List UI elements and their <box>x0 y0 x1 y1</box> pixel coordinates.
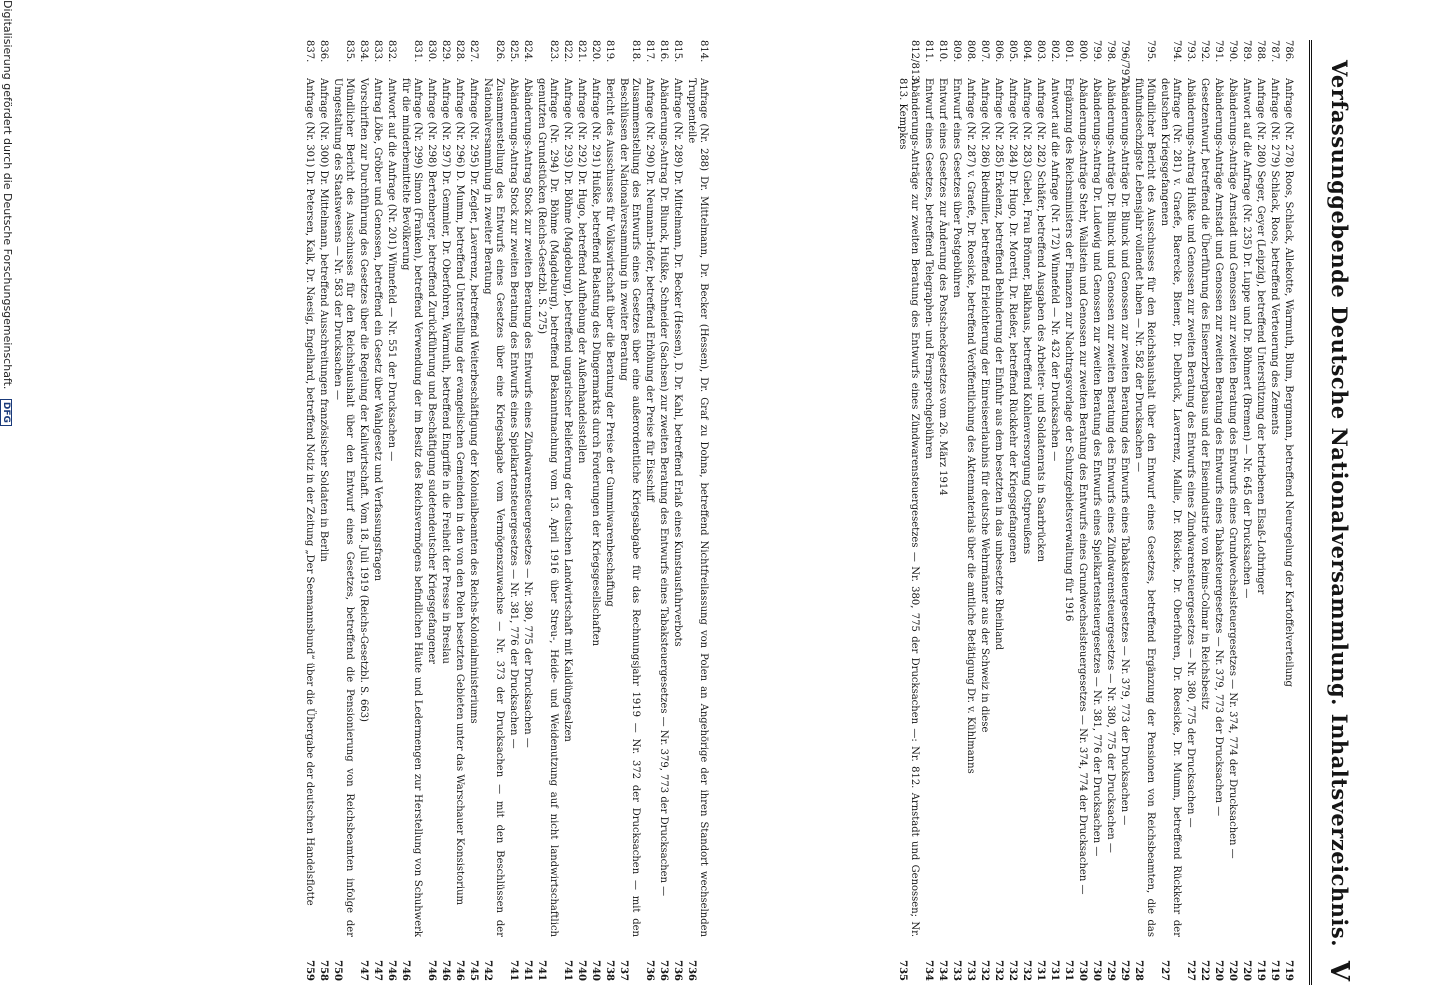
page-number: V <box>1324 960 1354 981</box>
toc-entry <box>1198 40 1210 985</box>
toc-entry <box>950 40 962 985</box>
toc-entry <box>922 40 934 985</box>
toc-entry <box>1254 40 1266 985</box>
entry-page-number: 734 <box>937 960 948 981</box>
entry-number: 825. <box>508 40 519 63</box>
entry-page-number: 742 <box>482 960 493 981</box>
toc-entry <box>303 40 315 985</box>
entry-text: Entwurf eines Gesetzes über Postgebühren <box>951 78 962 298</box>
entry-number: 812/813. <box>909 40 920 85</box>
entry-text: Anfrage (Nr. 283) Giebel, Frau Brönner, Balkhaus, betreffend Kohlenversorgung Ostpreußens <box>1021 78 1032 555</box>
entry-number: 830. <box>426 40 437 63</box>
entry-text: Anfrage (Nr. 296) D. Mumm, betreffend Unterstellung der evangelischen Gemeinden in den von den Polen besetzten Gebieten unter das Warschauer Konsistorium <box>454 78 465 906</box>
entry-text: Mündlicher Bericht des Ausschusses für den Reichshaushalt über den Entwurf eines Gesetzes, betreffend Ergänzung der Pensionen von Reichsbeamten, die das fünfundsechzigste Lebensjahr vollendet haben — Nr. 582 der Drucksachen — <box>1133 78 1156 937</box>
toc-entry <box>439 40 451 985</box>
toc-entry <box>467 40 479 985</box>
entry-page-number: 732 <box>993 960 1004 981</box>
entry-text: Abänderungs-Anträge Dr. Blunck und Genossen zur zweiten Beratung des Entwurfs eines Zündwarensteuergesetzes — Nr. 380, 775 der Drucksachen — <box>1105 78 1116 853</box>
entry-page-number: 720 <box>1213 960 1224 981</box>
toc-entry <box>643 40 655 985</box>
entry-number: 836. <box>318 40 329 63</box>
toc-entry <box>671 40 683 985</box>
toc-entry <box>1062 40 1074 985</box>
entry-number: 829. <box>440 40 451 63</box>
toc-entry <box>589 40 601 985</box>
toc-entry <box>992 40 1004 985</box>
entry-text: Anfrage (Nr. 300) Dr. Mittelmann, betreffend Ausschreitungen französischer Soldaten in Berlin <box>318 78 329 562</box>
entry-number: 817. <box>644 40 655 63</box>
entry-page-number: 728 <box>1133 960 1144 981</box>
entry-text: Anfrage (Nr. 288) Dr. Mittelmann, Dr. Becker (Hessen), Dr. Graf zu Dohna, betreffend Nichtfreilassung von Polen an Angehörige der ihren Standort wechselnden Truppenteile <box>686 78 709 937</box>
toc-entry <box>1226 40 1238 985</box>
entry-page-number: 733 <box>951 960 962 981</box>
entry-number: 831. <box>412 40 423 63</box>
entry-page-number: 735 <box>897 960 908 981</box>
entry-page-number: 731 <box>1049 960 1060 981</box>
toc-entry <box>603 40 615 985</box>
entry-text: Ergänzung des Reichsministers der Finanzen zur Nachtragsvorlage der Schutzgebietsverwaltung für 1916 <box>1063 78 1074 622</box>
entry-page-number: 731 <box>1063 960 1074 981</box>
toc-entry <box>1132 40 1156 985</box>
entry-page-number: 730 <box>1077 960 1088 981</box>
toc-entry <box>1240 40 1252 985</box>
entry-text: Anfrage (Nr. 295) Dr. Zegler, Laverrenz, betreffend Weiterbeschäftigung der Kolonialbeamten des Reichs-Kolonialministeriums <box>468 78 479 724</box>
entry-text: Zusammenstellung des Entwurfs eines Gesetzes über eine außerordentliche Kriegsabgabe für das Rechnungsjahr 1919 — Nr. 372 der Drucksachen — mit den Beschlüssen der Nationalversammlung in zweiter Beratung <box>618 78 641 937</box>
entry-number: 803. <box>1035 40 1046 63</box>
toc-entry <box>1034 40 1046 985</box>
entry-number: 814. <box>698 40 709 63</box>
entry-number: 820. <box>590 40 601 63</box>
entry-number: 805. <box>1007 40 1018 63</box>
entry-text: Abänderungs-Antrag Stock zur zweiten Beratung des Entwurfs eines Spielkartensteuergesetzes — Nr. 381, 776 der Drucksachen — <box>508 78 519 749</box>
entry-page-number: 747 <box>358 960 369 981</box>
entry-page-number: 740 <box>576 960 587 981</box>
entry-page-number: 731 <box>1035 960 1046 981</box>
entry-text: Anfrage (Nr. 293) Dr. Böhme (Magdeburg), betreffend ungarischer Belieferung der deutschen Landwirtschaft mit Kalidüngesalzen <box>562 78 573 742</box>
entry-page-number: 736 <box>686 960 697 981</box>
entry-page-number: 734 <box>923 960 934 981</box>
toc-entry <box>964 40 976 985</box>
entry-page-number: 746 <box>440 960 451 981</box>
toc-entry <box>1020 40 1032 985</box>
entry-text: Abänderungs-Antrag Stock zur zweiten Beratung des Entwurfs eines Zündwarensteuergesetzes — Nr. 380, 775 der Drucksachen — <box>522 78 533 748</box>
entry-text: Anfrage (Nr. 297) Dr. Gemmler, Dr. Oberfohren, Warmuth, betreffend Eingriffe in die Freiheit der Presse in Breslau <box>440 78 451 664</box>
toc-entry <box>978 40 990 985</box>
entry-page-number: 750 <box>332 960 343 981</box>
toc-entry <box>357 40 369 985</box>
entry-page-number: 729 <box>1119 960 1130 981</box>
entry-text: Abänderungs-Antrag Dr. Ludewig und Genossen zur zweiten Beratung des Entwurfs eines Spielkartensteuergesetzes — Nr. 381, 776 der Drucksachen — <box>1091 78 1102 857</box>
entry-text: Abänderungs-Antrag Hußke und Genossen zur zweiten Beratung des Entwurfs eines Zündwarensteuergesetzes — Nr. 380, 775 der Drucksachen — <box>1185 78 1196 828</box>
entry-number: 835. <box>344 40 355 63</box>
entry-page-number: 719 <box>1269 960 1280 981</box>
entry-text: Antrag Löbe, Gröber und Genossen, betreffend ein Gesetz über Wahlgesetz und Verfassungsfragen <box>372 78 383 582</box>
entry-page-number: 740 <box>590 960 601 981</box>
entry-page-number: 747 <box>372 960 383 981</box>
entry-text: Entwurf eines Gesetzes zur Änderung des Postscheckgesetzes vom 26. März 1914 <box>937 78 948 496</box>
page-header <box>1309 40 1352 985</box>
entry-number: 798. <box>1105 40 1116 63</box>
entry-page-number: 738 <box>604 960 615 981</box>
entry-number: 823. <box>548 40 559 63</box>
entry-number: 833. <box>372 40 383 63</box>
footer-text: Digitalisierung gefördert durch die Deutsche Forschungsgemeinschaft. <box>1 0 14 390</box>
entry-number: 828. <box>454 40 465 63</box>
entry-number: 815. <box>672 40 683 63</box>
entry-text: Anfrage (Nr. 294) Dr. Böhme (Magdeburg), betreffend Bekanntmachung vom 13. April 1916 über Streu-, Heide- und Weidenutzung auf nicht landwirtschaftlich genutzten Grundstücken (Reichs-Gesetzbl. S. 275) <box>536 78 559 937</box>
entry-number: 807. <box>979 40 990 63</box>
page-title: Verfassunggebende Deutsche Nationalversammlung. Inhaltsverzeichnis. <box>1327 60 1352 948</box>
entry-page-number: 732 <box>979 960 990 981</box>
right-column <box>301 40 709 985</box>
toc-entry <box>481 40 505 985</box>
entry-page-number: 736 <box>644 960 655 981</box>
entry-page-number: 720 <box>1227 960 1238 981</box>
entry-page-number: 741 <box>536 960 547 981</box>
toc-entry <box>685 40 709 985</box>
entry-text: Abänderungs-Anträge Dr. Blunck und Genossen zur zweiten Beratung des Entwurfs eines Tabaksteuergesetzes — Nr. 379, 773 der Drucksachen — <box>1119 78 1130 826</box>
entry-number: 802. <box>1049 40 1060 63</box>
entry-page-number: 736 <box>658 960 669 981</box>
entry-text: Anfrage (Nr. 285) Erkelenz, betreffend Behinderung der Einfuhr aus dem besetzten in das unbesetzte Rheinland <box>993 78 1004 651</box>
toc-entry <box>1184 40 1196 985</box>
entry-text: Zusammenstellung des Entwurfs eines Gesetzes über eine Kriegsabgabe vom Vermögenszuwachse — Nr. 373 der Drucksachen — mit den Beschlüssen der Nationalversammlung in zweiter Beratung <box>482 78 505 937</box>
entry-page-number: 759 <box>304 960 315 981</box>
entry-number: 794. <box>1171 40 1182 63</box>
entry-page-number: 741 <box>508 960 519 981</box>
entry-number: 819. <box>604 40 615 63</box>
entry-page-number: 746 <box>426 960 437 981</box>
entry-text: Antwort auf die Anfrage (Nr. 172) Winnefeld — Nr. 432 der Drucksachen — <box>1049 78 1060 462</box>
entry-page-number: 720 <box>1241 960 1252 981</box>
entry-page-number: 733 <box>965 960 976 981</box>
entry-number: 799. <box>1091 40 1102 63</box>
entry-number: 832. <box>386 40 397 63</box>
toc-entry <box>1282 40 1294 985</box>
toc-entry <box>561 40 573 985</box>
entry-text: Abänderungs-Anträge Arnstadt und Genossen zur zweiten Beratung des Entwurfs eines Tabaksteuergesetzes — Nr. 379, 773 der Drucksachen — <box>1213 78 1224 817</box>
entry-number: 811. <box>923 40 934 63</box>
toc-entry <box>371 40 383 985</box>
entry-page-number: 730 <box>1091 960 1102 981</box>
entry-page-number: 746 <box>400 960 411 981</box>
entry-page-number: 729 <box>1105 960 1116 981</box>
entry-page-number: 719 <box>1255 960 1266 981</box>
entry-page-number: 727 <box>1185 960 1196 981</box>
entry-text: Vorschriften zur Durchführung des Gesetzes über die Regelung der Kaliwirtschaft. Vom 18. Juli 1919 (Reichs-Gesetzbl. S. 663) <box>358 78 369 722</box>
entry-text: Gesetzentwurf, betreffend die Überführung des Eisenerzbergbaus und der Eisenindustrie von Reims-Colmar in Reichsbesitz <box>1199 78 1210 710</box>
toc-entry <box>617 40 641 985</box>
entry-text: Anfrage (Nr. 287) v. Graefe, Dr. Roesicke, betreffend Veröffentlichung des Aktenmaterials über die amtliche Betätigung Dr. v. Kühlmanns <box>965 78 976 774</box>
toc-entry <box>535 40 559 985</box>
entry-number: 816. <box>658 40 669 63</box>
entry-number: 824. <box>522 40 533 63</box>
toc-entry <box>575 40 587 985</box>
entry-page-number: 727 <box>1159 960 1170 981</box>
entry-page-number: 722 <box>1199 960 1210 981</box>
entry-text: Mündlicher Bericht des Ausschusses für den Reichshaushalt über den Entwurf eines Gesetzes, betreffend die Pensionierung von Reichsbeamten infolge der Umgestaltung des Staatswesens — Nr. 583 der Drucksachen — <box>332 78 355 937</box>
entry-text: Anfrage (Nr. 278) Roos, Schlack, Allekotte, Warmuth, Blum, Bergmann, betreffend Neuregelung der Kartoffelverteilung <box>1283 78 1294 687</box>
entry-text: Anfrage (Nr. 301) Dr. Petersen, Kalk, Dr. Naesig, Engelhard, betreffend Notiz in der Zeitung „Der Seemannsbund“ über die Übergabe der deutschen Handelsflotte <box>304 78 315 906</box>
entry-number: 837. <box>304 40 315 63</box>
entry-number: 834. <box>358 40 369 63</box>
entry-number: 826. <box>494 40 505 63</box>
entry-text: Anfrage (Nr. 289) Dr. Mittelmann, Dr. Becker (Hessen), D. Dr. Kahl, betreffend Erlaß eines Kunstausfuhrverbots <box>672 78 683 647</box>
entry-page-number: 746 <box>454 960 465 981</box>
entry-number: 793. <box>1185 40 1196 63</box>
toc-entry <box>1048 40 1060 985</box>
entry-text: Anfrage (Nr. 282) Schäfer, betreffend Ausgaben des Arbeiter- und Soldatenrats in Saarbrücken <box>1035 78 1046 562</box>
entry-number: 804. <box>1021 40 1032 63</box>
entry-text: Anfrage (Nr. 298) Bertenberger, betreffend Zurückführung und Beschäftigung sudetendeutscher Kriegsgefangener <box>426 78 437 665</box>
entry-page-number: 736 <box>672 960 683 981</box>
entry-number: 810. <box>937 40 948 63</box>
toc-entry <box>317 40 329 985</box>
toc-entry <box>385 40 397 985</box>
toc-entry <box>1268 40 1280 985</box>
entry-text: Anfrage (Nr. 281) v. Graefe, Baerecke, Biener, Dr. Delbrück, Laverrenz, Mallie, Dr. Rösicke, Dr. Oberfohren, Dr. Roesicke, Dr. Mumm, betreffend Rückkehr der deutschen Kriegsgefangenen <box>1159 78 1182 937</box>
entry-page-number: 741 <box>522 960 533 981</box>
toc-entry <box>331 40 355 985</box>
entry-number: 800. <box>1077 40 1088 63</box>
entry-number: 787. <box>1269 40 1280 63</box>
entry-page-number: 732 <box>1021 960 1032 981</box>
entry-number: 789. <box>1241 40 1252 63</box>
toc-entry <box>521 40 533 985</box>
toc-entry <box>1076 40 1088 985</box>
entry-text: Anfrage (Nr. 284) Dr. Hugo, Dr. Moretti, Dr. Rießer, betreffend Rückkehr der Kriegsgefangenen <box>1007 78 1018 564</box>
entry-number: 818. <box>630 40 641 63</box>
entry-text: Abänderungs-Antrag Dr. Blunck, Hußke, Schneider (Sachsen) zur zweiten Beratung des Entwurfs eines Tabaksteuergesetzes — Nr. 379, 773 der Drucksachen — <box>658 78 669 897</box>
toc-entry <box>453 40 465 985</box>
dfg-logo: DFG <box>0 399 12 426</box>
entry-number: 827. <box>468 40 479 63</box>
entry-text: Anfrage (Nr. 286) Riedmiller, betreffend Erleichterung der Einreiseerlaubnis für deutsche Wehrmänner aus der Schweiz in diese <box>979 78 990 733</box>
toc-entry <box>425 40 437 985</box>
entry-text: Abänderungs-Anträge Stehr, Wallstein und Genossen zur zweiten Beratung des Entwurfs eines Grundwechselsteuergesetzes — Nr. 374, 774 der Drucksachen — <box>1077 78 1088 895</box>
entry-number: 822. <box>562 40 573 63</box>
entry-text: Bericht des Ausschusses für Volkswirtschaft über die Beratung der Preise der Gummiwarenbeschaffung <box>604 78 615 607</box>
entry-text: Abänderungs-Anträge zur zweiten Beratung des Entwurfs eines Zündwarensteuergesetzes — Nr. 380, 775 der Drucksachen —: Nr. 812. Arnstadt und Genossen; Nr. 813. Kempkes <box>897 78 920 937</box>
entry-page-number: 745 <box>468 960 479 981</box>
toc-entry <box>1090 40 1102 985</box>
toc-entry <box>1158 40 1182 985</box>
entry-number: 808. <box>965 40 976 63</box>
entry-text: Anfrage (Nr. 279) Schlack, Roos, betreffend Verteuerung des Zements <box>1269 78 1280 435</box>
entry-number: 801. <box>1063 40 1074 63</box>
entry-number: 786. <box>1283 40 1294 63</box>
entry-text: Anfrage (Nr. 291) Hußke, betreffend Belastung des Düngermarkts durch Forderungen der Kriegsgesellschaften <box>590 78 601 647</box>
entry-number: 791. <box>1213 40 1224 63</box>
left-column <box>894 40 1294 985</box>
entry-page-number: 758 <box>318 960 329 981</box>
entry-page-number: 732 <box>1007 960 1018 981</box>
entry-text: Anfrage (Nr. 280) Seger, Geyer (Leipzig), betreffend Unterstützung der betriebenen Elsaß-Lothringer <box>1255 78 1266 595</box>
entry-text: Entwurf eines Gesetzes, betreffend Telegraphen- und Fernsprechgebühren <box>923 78 934 459</box>
entry-page-number: 737 <box>618 960 629 981</box>
entry-text: Anfrage (Nr. 292) Dr. Hugo, betreffend Aufhebung der Außenhandelsstellen <box>576 78 587 464</box>
entry-page-number: 746 <box>386 960 397 981</box>
entry-number: 788. <box>1255 40 1266 63</box>
entry-number: 790. <box>1227 40 1238 63</box>
entry-page-number: 741 <box>562 960 573 981</box>
toc-entry <box>399 40 423 985</box>
entry-number: 796/797. <box>1119 40 1130 85</box>
entry-page-number: 719 <box>1283 960 1294 981</box>
entry-number: 809. <box>951 40 962 63</box>
entry-number: 806. <box>993 40 1004 63</box>
entry-text: Anfrage (Nr. 290) Dr. Neumann-Hofer, betreffend Erhöhung der Preise für Eisschiff <box>644 78 655 502</box>
toc-entry <box>936 40 948 985</box>
entry-text: Abänderungs-Anträge Arnstadt und Genossen zur zweiten Beratung des Entwurfs eines Grundwechselsteuergesetzes — Nr. 374, 774 der Drucksachen — <box>1227 78 1238 859</box>
entry-number: 821. <box>576 40 587 63</box>
entry-number: 792. <box>1199 40 1210 63</box>
toc-entry <box>657 40 669 985</box>
toc-entry <box>896 40 920 985</box>
entry-text: Anfrage (Nr. 299) Simon (Franken), betreffend Verwendung der im Besitz des Reichsvermögens befindlichen Häute und Ledermengen zur Herstellung von Schuhwerk für die minderbemittelte Bevölkerung <box>400 78 423 937</box>
entry-number: 795. <box>1145 40 1156 63</box>
toc-entry <box>1212 40 1224 985</box>
toc-entry <box>1104 40 1116 985</box>
entry-text: Antwort auf die Anfrage (Nr. 235) Dr. Luppe und Dr. Böhmert (Bremen) — Nr. 645 der Drucksachen — <box>1241 78 1252 599</box>
entry-text: Antwort auf die Anfrage (Nr. 201) Winnefeld — Nr. 551 der Drucksachen — <box>386 78 397 462</box>
footer <box>0 0 14 1000</box>
toc-entry <box>507 40 519 985</box>
toc-entry <box>1006 40 1018 985</box>
toc-entry <box>1118 40 1130 985</box>
